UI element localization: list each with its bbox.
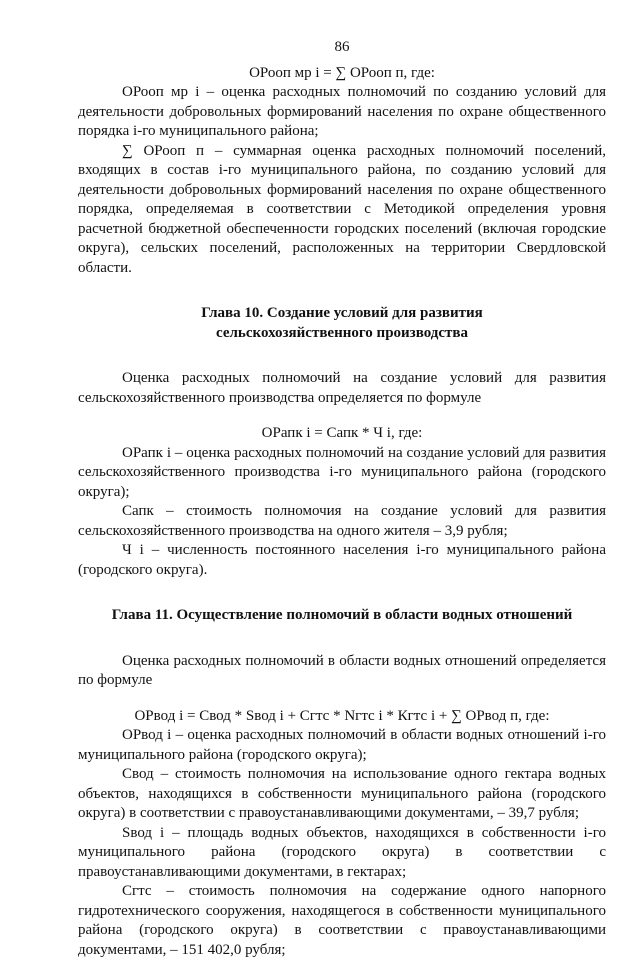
definition-sum-oroop-p: ∑ ОРооп п – суммарная оценка расходных полномочий поселений, входящих в состав i-го муниципального района, по созданию условий для деятельности добровольных формирований населения по охране общественного порядка, определяемая в соответствии с Методикой определения уровня расчетной бюджетной обеспеченности городских поселений (включая городские округа), сельских поселений, расположенных на территории Свердловской области. [78,142,606,276]
definition-oroop-mr: ОРооп мр i – оценка расходных полномочий по созданию условий для деятельности добровольных формирований населения по охране общественного порядка i-го муниципального района; [78,84,606,139]
definition-sapk: Сапк – стоимость полномочия на создание условий для развития сельскохозяйственного производства на одного жителя – 3,9 рубля; [78,503,606,539]
chapter-10-title-line-1: Глава 10. Создание условий для развития [201,305,483,321]
definition-orvod: ОРвод i – оценка расходных полномочий в области водных отношений i-го муниципального района (городского округа); [78,727,606,763]
chapter-11-title: Глава 11. Осуществление полномочий в области водных отношений [111,607,573,623]
chapter-11-intro: Оценка расходных полномочий в области водных отношений определяется по формуле [78,652,606,688]
formula-orvod: ОРвод i = Свод * Sвод i + Сгтс * Nгтс i * Кгтс i + ∑ ОРвод п, где: [134,707,550,724]
chapter-10-title-line-2: сельскохозяйственного производства [216,324,468,341]
formula-orapk: ОРапк i = Сапк * Ч i, где: [261,425,423,441]
definition-ch: Ч i – численность постоянного населения i-го муниципального района (городского округа). [78,542,606,578]
definition-orapk: ОРапк i – оценка расходных полномочий на создание условий для развития сельскохозяйственного производства i-го муниципального района (городского округа); [78,444,606,500]
document-page [78,38,606,960]
formula-oroop-mr: ОРооп мр i = ∑ ОРооп п, где: [249,64,435,81]
chapter-10-intro: Оценка расходных полномочий на создание условий для развития сельскохозяйственного производства определяется по формуле [78,370,606,406]
definition-svod: Свод – стоимость полномочия на использование одного гектара водных объектов, находящихся в собственности муниципального района (городского округа) в соответствии с правоустанавливающими документами, – 39,7 рубля; [78,766,606,821]
definition-sgts: Сгтс – стоимость полномочия на содержание одного напорного гидротехнического сооружения, находящегося в собственности муниципального района (городского округа) в соответствии с правоустанавливающими документами, – 151 402,0 рубля; [78,883,606,958]
definition-svod-area: Sвод i – площадь водных объектов, находящихся в собственности i-го муниципального района (городского округа) в соответствии с правоустанавливающими документами, в гектарах; [78,824,606,880]
page-number: 86 [334,39,350,55]
